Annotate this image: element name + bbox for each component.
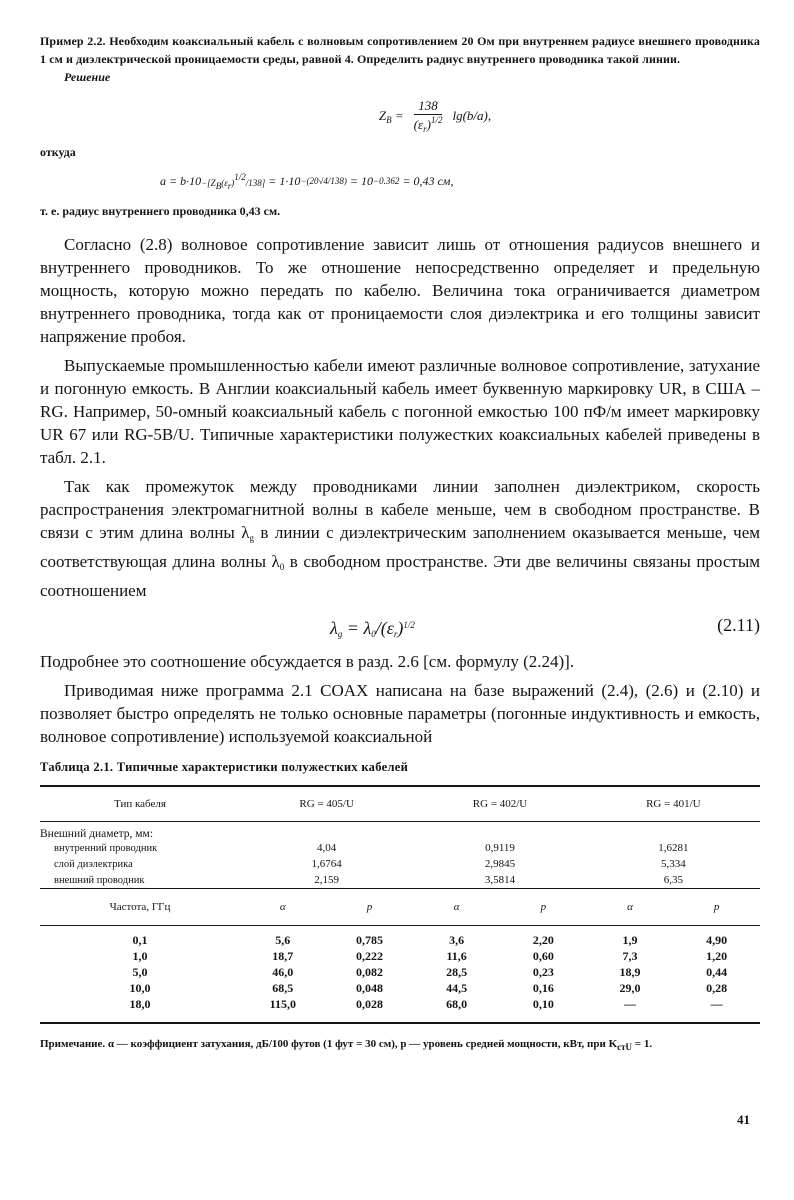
formula-impedance bbox=[110, 93, 760, 139]
equation-2-11-body: $\lambda_g = \lambda_0/(\varepsilon_r)^{1/2}$ bbox=[330, 618, 415, 639]
equation-number: (2.11) bbox=[717, 615, 760, 635]
table-header-row bbox=[40, 786, 760, 822]
table-row: 18,0 115,0 0,028 68,0 0,10 — — bbox=[40, 996, 760, 1023]
diameter-title: Внешний диаметр, мм: bbox=[40, 828, 154, 840]
type-header: Тип кабеля bbox=[114, 798, 166, 810]
page bbox=[40, 32, 760, 1056]
paragraph-3: Так как промежуток между проводниками линии заполнен диэлектриком, скорость распространения электромагнитной волны в кабеле меньше, чем в свободном пространстве. В связи с этим длина волны $\lambda_g$ в линии с диэлектрическим заполнением оказывается меньше, чем соответствующая длина волны $\lambda_0$ в свободном пространстве. Эти две величины связаны простым соотношением bbox=[40, 477, 760, 600]
frequency-header-row: Частота, ГГц α p α p α p bbox=[40, 889, 760, 926]
frequency-header: Частота, ГГц bbox=[109, 901, 171, 913]
table-row: 1,0 18,7 0,222 11,6 0,60 7,3 1,20 bbox=[132, 948, 728, 963]
formula1-numerator: 138 bbox=[414, 98, 442, 115]
formula1-denominator: $(\varepsilon_r)^{1/2}$ bbox=[413, 115, 443, 134]
table-note: Примечание. α — коэффициент затухания, дБ/100 футов (1 фут = 30 см), p — уровень средней мощности, кВт, при $K_{стU} = 1$. bbox=[40, 1038, 653, 1052]
table-row: 0,1 5,6 0,785 3,6 2,20 1,9 4,90 bbox=[40, 926, 760, 949]
whence-label: откуда bbox=[40, 145, 76, 159]
table-row: внешний проводник 2,159 3,5814 6,35 bbox=[54, 874, 683, 886]
paragraph-2: Выпускаемые промышленностью кабели имеют различные волновое сопротивление, затухание и погонную емкость. В Англии коаксиальный кабель имеет буквенную маркировку UR, в США – RG. Например, 50-омный коаксиальный кабель с погонной емкостью 100 пФ/м имеет маркировку UR 67 или RG-5B/U. Типичные характеристики полужестких коаксиальных кабелей приведены в табл. 2.1. bbox=[40, 356, 760, 467]
example-text: Необходим коаксиальный кабель с волновым сопротивлением 20 Ом при внутреннем радиусе внешнего проводника 1 см и диэлектрической проницаемости среды, равной 4. Определить радиус внутреннего проводника такой линии. bbox=[40, 34, 760, 66]
paragraph-4: Подробнее это соотношение обсуждается в разд. 2.6 [см. формулу (2.24)]. bbox=[40, 652, 575, 671]
cable-header-2: RG = 402/U bbox=[472, 798, 528, 810]
note-lead: Примечание. bbox=[40, 1038, 106, 1050]
equation-2-11 bbox=[40, 608, 760, 644]
table-caption: Таблица 2.1. Типичные характеристики полужестких кабелей bbox=[40, 760, 409, 774]
formula-radius: a = b·10 $-[Z_В(\varepsilon_r)^{1/2}/138]$ = 1·10 −(20√4/138) = 10 −0.362 = 0,43 см, bbox=[160, 171, 454, 191]
note-text: α — коэффициент затухания, дБ/100 футов (1 фут = 30 см), p — уровень средней мощности, кВт, при K bbox=[107, 1038, 618, 1050]
paragraph-5: Приводимая ниже программа 2.1 COAX написана на базе выражений (2.4), (2.6) и (2.10) и позволяет быстро определять не только основные параметры (погонные индуктивность и емкость, волновое сопротивление) используемой коаксиальной bbox=[40, 681, 760, 746]
table-row: 10,0 68,5 0,048 44,5 0,16 29,0 0,28 bbox=[129, 980, 728, 995]
paragraph-1: Согласно (2.8) волновое сопротивление зависит лишь от отношения радиусов внешнего и внутреннего проводников. То же отношение непосредственно определяет и предельную мощность, которую можно передать по кабелю. Величина тока ограничивается диаметром внутреннего проводника, тогда как от проницаемости слоя диэлектрика и его толщины зависит напряжение пробоя. bbox=[40, 235, 760, 346]
example-result: т. е. радиус внутреннего проводника 0,43 см. bbox=[40, 204, 281, 218]
table-row: слой диэлектрика 1,6764 2,9845 5,334 bbox=[54, 858, 686, 870]
formula1-fraction bbox=[410, 98, 447, 134]
formula1-rhs: lg(b/a), bbox=[452, 108, 492, 123]
formula1-lhs: $Z_В$ = bbox=[378, 107, 404, 125]
cable-header-3: RG = 401/U bbox=[646, 798, 701, 810]
body-text bbox=[40, 233, 760, 748]
page-number: 41 bbox=[737, 1112, 750, 1127]
example-paragraph bbox=[40, 32, 760, 68]
cable-header-1: RG = 405/U bbox=[299, 798, 354, 810]
solution-label: Решение bbox=[64, 70, 111, 84]
table-row: 5,0 46,0 0,082 28,5 0,23 18,9 0,44 bbox=[132, 964, 728, 979]
diameter-title-row bbox=[40, 822, 760, 841]
cable-table bbox=[40, 785, 760, 1024]
table-row: внутренний проводник 4,04 0,9119 1,6281 bbox=[54, 842, 689, 854]
example-lead: Пример 2.2. bbox=[40, 34, 106, 48]
